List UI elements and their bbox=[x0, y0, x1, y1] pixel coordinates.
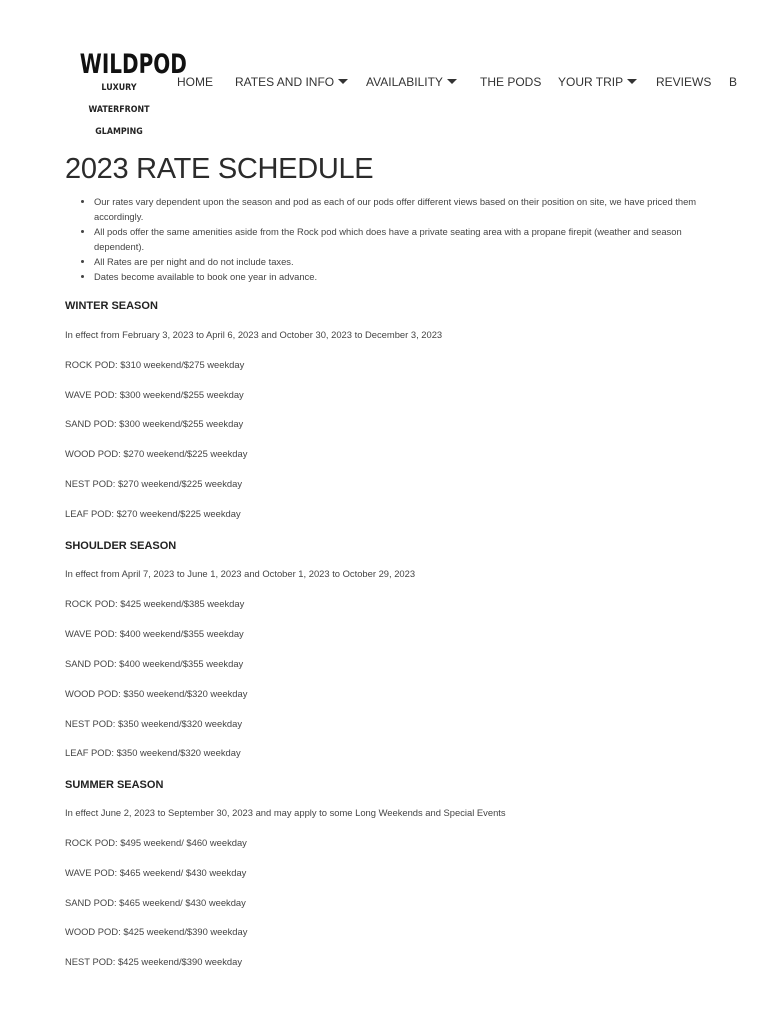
rate-line: LEAF POD: $350 weekend/$320 weekday bbox=[65, 747, 241, 758]
main-content bbox=[65, 152, 715, 284]
logo-tagline: LUXURY WATERFRONT GLAMPING bbox=[88, 83, 150, 137]
shoulder-season-heading: SHOULDER SEASON bbox=[65, 540, 177, 552]
winter-effect-dates: In effect from February 3, 2023 to April 6, 2023 and October 30, 2023 to December 3, 2023 bbox=[65, 329, 443, 340]
nav-label: THE PODS bbox=[480, 75, 542, 89]
rate-line: WOOD POD: $350 weekend/$320 weekday bbox=[65, 688, 248, 699]
page-title: 2023 RATE SCHEDULE bbox=[65, 153, 374, 185]
rate-line: NEST POD: $350 weekend/$320 weekday bbox=[65, 718, 243, 729]
rate-line: ROCK POD: $495 weekend/ $460 weekday bbox=[65, 837, 247, 848]
nav-availability[interactable] bbox=[366, 75, 457, 89]
rate-line: WAVE POD: $465 weekend/ $430 weekday bbox=[65, 867, 247, 878]
rate-line: NEST POD: $425 weekend/$390 weekday bbox=[65, 956, 243, 967]
caret-down-icon bbox=[338, 79, 348, 84]
nav-label: REVIEWS bbox=[656, 75, 712, 89]
nav-label: AVAILABILITY bbox=[366, 75, 443, 89]
rate-line: SAND POD: $300 weekend/$255 weekday bbox=[65, 418, 244, 429]
nav-rates-and-info[interactable] bbox=[235, 75, 348, 89]
note-item: • Dates become available to book one year in advance. bbox=[94, 269, 715, 284]
rate-line: NEST POD: $270 weekend/$225 weekday bbox=[65, 478, 243, 489]
site-logo[interactable] bbox=[66, 49, 187, 143]
rate-notes-list bbox=[65, 194, 715, 284]
nav-item-truncated[interactable] bbox=[729, 75, 737, 89]
caret-down-icon bbox=[447, 79, 457, 84]
rate-line: WAVE POD: $300 weekend/$255 weekday bbox=[65, 389, 244, 400]
nav-label: HOME bbox=[177, 75, 213, 89]
rate-line: SAND POD: $465 weekend/ $430 weekday bbox=[65, 897, 246, 908]
nav-label: RATES AND INFO bbox=[235, 75, 335, 89]
rate-line: ROCK POD: $425 weekend/$385 weekday bbox=[65, 598, 245, 609]
note-item: • Our rates vary dependent upon the season and pod as each of our pods offer different views based on their position on site, we have priced them accordingly. bbox=[94, 194, 715, 224]
rate-line: ROCK POD: $310 weekend/$275 weekday bbox=[65, 359, 245, 370]
nav-the-pods[interactable] bbox=[480, 75, 541, 89]
rate-line: WOOD POD: $270 weekend/$225 weekday bbox=[65, 448, 248, 459]
caret-down-icon bbox=[627, 79, 637, 84]
nav-home[interactable] bbox=[177, 75, 213, 89]
winter-season-heading: WINTER SEASON bbox=[65, 300, 158, 312]
summer-season-heading: SUMMER SEASON bbox=[65, 779, 164, 791]
note-item: • All pods offer the same amenities aside from the Rock pod which does have a private seating area with a propane firepit (weather and season dependent). bbox=[94, 224, 715, 254]
nav-reviews[interactable] bbox=[656, 75, 711, 89]
rate-line: LEAF POD: $270 weekend/$225 weekday bbox=[65, 508, 241, 519]
shoulder-effect-dates: In effect from April 7, 2023 to June 1, 2023 and October 1, 2023 to October 29, 2023 bbox=[65, 568, 416, 579]
site-header bbox=[0, 0, 768, 137]
nav-label: B bbox=[729, 75, 738, 89]
summer-effect-dates: In effect June 2, 2023 to September 30, 2023 and may apply to some Long Weekends and Special Events bbox=[65, 807, 506, 818]
rate-line: SAND POD: $400 weekend/$355 weekday bbox=[65, 658, 244, 669]
nav-label: YOUR TRIP bbox=[558, 75, 624, 89]
logo-name: WILDPOD bbox=[79, 49, 187, 80]
rate-line: WAVE POD: $400 weekend/$355 weekday bbox=[65, 628, 244, 639]
nav-your-trip[interactable] bbox=[558, 75, 637, 89]
note-item: • All Rates are per night and do not include taxes. bbox=[94, 254, 715, 269]
main-nav bbox=[0, 75, 768, 91]
rate-line: WOOD POD: $425 weekend/$390 weekday bbox=[65, 926, 248, 937]
